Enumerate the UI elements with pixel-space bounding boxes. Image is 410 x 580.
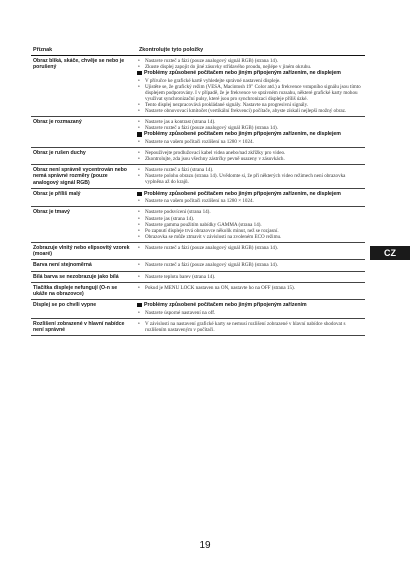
- item-text: Nastavte podsvícení (strana 14).: [145, 209, 211, 216]
- language-tab: CZ: [370, 246, 410, 260]
- bullet-icon: •: [138, 215, 140, 222]
- table-row: [31, 260, 365, 271]
- bullet-icon: •: [138, 125, 140, 132]
- table-row: [31, 272, 365, 283]
- item-text: Po zapnutí displeje trvá obrazovce několik minut, než se rozjasní.: [145, 227, 279, 234]
- table-row: [31, 117, 365, 148]
- check-item: [137, 262, 363, 268]
- check-item: [137, 321, 363, 333]
- item-text: Pokud je MENU LOCK nastaven na ON, nastavte ho na OFF (strana 15).: [145, 284, 295, 291]
- item-text: Nastavte gamma použitím nabídky GAMMA (strana 14).: [145, 221, 262, 228]
- check-item: [137, 198, 363, 204]
- bullet-icon: •: [138, 320, 140, 327]
- item-text: Nastavte polohu obrazu (strana 14). Uvědomte si, že při některých video režimech není obrazovka vyplněna až do krajů.: [145, 173, 346, 186]
- table-row: [31, 319, 365, 336]
- check-item: [137, 173, 363, 185]
- item-text: Nastavte rozteč a fázi (pouze analogový signál RGB) (strana 14).: [145, 244, 278, 251]
- square-bullet-icon: [137, 70, 144, 78]
- heading-text: Problémy způsobené počítačem nebo jiným připojeným zařízením, ne displejem: [144, 70, 341, 77]
- symptom-cell: Barva není stejnoměrná: [33, 262, 92, 269]
- check-items-cell: [135, 274, 365, 280]
- table-row: [31, 56, 365, 117]
- troubleshooting-table: [31, 44, 365, 336]
- item-text: Nastavte jas a kontrast (strana 14).: [145, 119, 216, 126]
- check-items-cell: [135, 167, 365, 186]
- item-text: Nastavte rozteč a fázi (strana 14).: [145, 167, 214, 174]
- symptom-cell: Obraz je tmavý: [33, 209, 70, 216]
- symptom-cell: Obraz je příliš malý: [33, 190, 81, 197]
- square-bullet-icon: [137, 191, 144, 199]
- symptom-cell: Obraz bliká, skáče, chvěje se nebo je porušený: [33, 58, 125, 71]
- item-text: Nastavte úsporné nastavení na off.: [145, 309, 216, 316]
- bullet-icon: •: [138, 58, 140, 64]
- section-heading: [137, 70, 363, 78]
- symptom-cell: Zobrazuje vlnitý nebo elipsovitý vzorek (moaré): [33, 244, 130, 258]
- check-item: [137, 108, 363, 114]
- table-row: [31, 165, 365, 189]
- symptom-cell: Tlačítka displeje nefungují (O‑n se ukáže na obrazovce): [33, 284, 118, 297]
- item-text: Zkontrolujte, zda jsou všechny zástrčky pevně usazeny v zásuvkách.: [145, 156, 285, 163]
- page-number: 19: [199, 540, 211, 551]
- bullet-icon: •: [138, 83, 140, 90]
- heading-text: Problémy způsobené počítačem nebo jiným připojeným zařízením: [144, 302, 307, 309]
- check-items-cell: [135, 285, 365, 297]
- bullet-icon: •: [138, 209, 140, 216]
- item-text: Nastavte na vašem počítači rozlišení na 1280 × 1024.: [145, 198, 254, 205]
- item-text: Tento displej nezpracovává prokládané signály. Nastavte na progresivní signály.: [145, 102, 309, 109]
- check-item: [137, 274, 363, 280]
- item-text: V příručce ke grafické kartě vyhledejte správné nastavení displeje.: [145, 77, 281, 84]
- table-row: [31, 148, 365, 165]
- table-row: [31, 283, 365, 300]
- check-items-cell: [135, 191, 365, 205]
- bullet-icon: •: [138, 262, 140, 269]
- bullet-icon: •: [138, 156, 140, 163]
- check-item: [137, 84, 363, 102]
- bullet-icon: •: [138, 198, 140, 205]
- check-items-cell: [135, 58, 365, 114]
- bullet-icon: •: [138, 273, 140, 280]
- square-bullet-icon: [137, 131, 144, 139]
- symptom-cell: Rozlišení zobrazené v hlavní nabídce není správné: [33, 320, 125, 333]
- bullet-icon: •: [138, 173, 140, 180]
- table-header: [31, 44, 365, 56]
- table-row: [31, 243, 365, 260]
- symptom-cell: Bílá barva se nezobrazuje jako bílá: [33, 273, 119, 280]
- table-body: [31, 56, 365, 336]
- bullet-icon: •: [138, 64, 140, 71]
- item-text: Ujistěte se, že grafický režim (VESA, Macintosh 19" Color atd.) a frekvence vstupního signálu jsou tímto displejem podporovány. I v případě, že je frekvence ve správném rozsahu, některé grafické karty mohou využívat synchronizační pulsy, které jsou pro synchronizaci displeje příliš úzké.: [145, 83, 361, 102]
- section-heading: [137, 302, 363, 310]
- item-text: Nastavte rozteč a fázi (pouze analogový signál RGB) (strana 14).: [145, 262, 278, 269]
- bullet-icon: •: [138, 227, 140, 234]
- bullet-icon: •: [138, 150, 140, 157]
- symptom-cell: Obraz je rozmazaný: [33, 119, 82, 126]
- symptom-cell: Displej se po chvíli vypne: [33, 302, 97, 309]
- bullet-icon: •: [138, 233, 140, 240]
- bullet-icon: •: [138, 102, 140, 109]
- section-heading: [137, 191, 363, 199]
- check-item: [137, 245, 363, 251]
- check-item: [137, 156, 363, 162]
- header-symptom: Příznak: [33, 47, 53, 53]
- check-item: [137, 285, 363, 291]
- check-items-cell: [135, 302, 365, 316]
- bullet-icon: •: [138, 167, 140, 174]
- item-text: Nastavte rozteč a fázi (pouze analogový signál RGB) (strana 14).: [145, 125, 278, 132]
- check-item: [137, 234, 363, 240]
- item-text: Nastavte teplotu barev (strana 14).: [145, 273, 216, 280]
- bullet-icon: •: [138, 138, 140, 145]
- check-items-cell: [135, 119, 365, 145]
- heading-text: Problémy způsobené počítačem nebo jiným připojeným zařízením, ne displejem: [144, 190, 341, 197]
- check-items-cell: [135, 321, 365, 333]
- check-items-cell: [135, 262, 365, 268]
- bullet-icon: •: [138, 119, 140, 126]
- symptom-cell: Obraz je rušen duchy: [33, 150, 86, 157]
- symptom-cell: Obraz není správně vycentrován nebo nemá správné rozměry (pouze analogový signál RGB): [33, 167, 127, 186]
- bullet-icon: •: [138, 77, 140, 84]
- check-items-cell: [135, 245, 365, 257]
- item-text: Nastavte jas (strana 14).: [145, 215, 195, 222]
- item-text: V závislosti na nastavení grafické karty se nemusí rozlišení zobrazené v hlavní nabídce shodovat s rozlišením nastaveným v počítači.: [145, 320, 346, 333]
- item-text: Nastavte rozteč a fázi (pouze analogový signál RGB) (strana 14).: [145, 58, 278, 64]
- header-check-items: Zkontrolujte tyto položky: [139, 47, 204, 53]
- section-heading: [137, 131, 363, 139]
- check-item: [137, 139, 363, 145]
- item-text: Zkuste displej zapojit do jiné zásuvky střídavého proudu, nejlépe v jiném okruhu.: [145, 64, 312, 71]
- bullet-icon: •: [138, 108, 140, 115]
- item-text: Nepoužívejte prodlužovací kabel videa anebo/nad zkřížky pro video.: [145, 150, 286, 157]
- table-row: [31, 300, 365, 319]
- check-items-cell: [135, 209, 365, 239]
- check-items-cell: [135, 150, 365, 162]
- item-text: Nastavte na vašem počítači rozlišení na 1280 × 1024.: [145, 138, 254, 145]
- bullet-icon: •: [138, 309, 140, 316]
- check-item: [137, 310, 363, 316]
- table-row: [31, 189, 365, 208]
- bullet-icon: •: [138, 284, 140, 291]
- item-text: Nastavte obnovovací kmitočet (vertikální frekvenci) počítače, abyste získali nejlepší možný obraz.: [145, 108, 347, 115]
- table-row: [31, 207, 365, 242]
- square-bullet-icon: [137, 302, 144, 310]
- heading-text: Problémy způsobené počítačem nebo jiným připojeným zařízením, ne displejem: [144, 131, 341, 138]
- item-text: Obrazovka se může ztmavit v závislosti na zvoleném ECO režimu.: [145, 233, 282, 240]
- bullet-icon: •: [138, 221, 140, 228]
- bullet-icon: •: [138, 244, 140, 251]
